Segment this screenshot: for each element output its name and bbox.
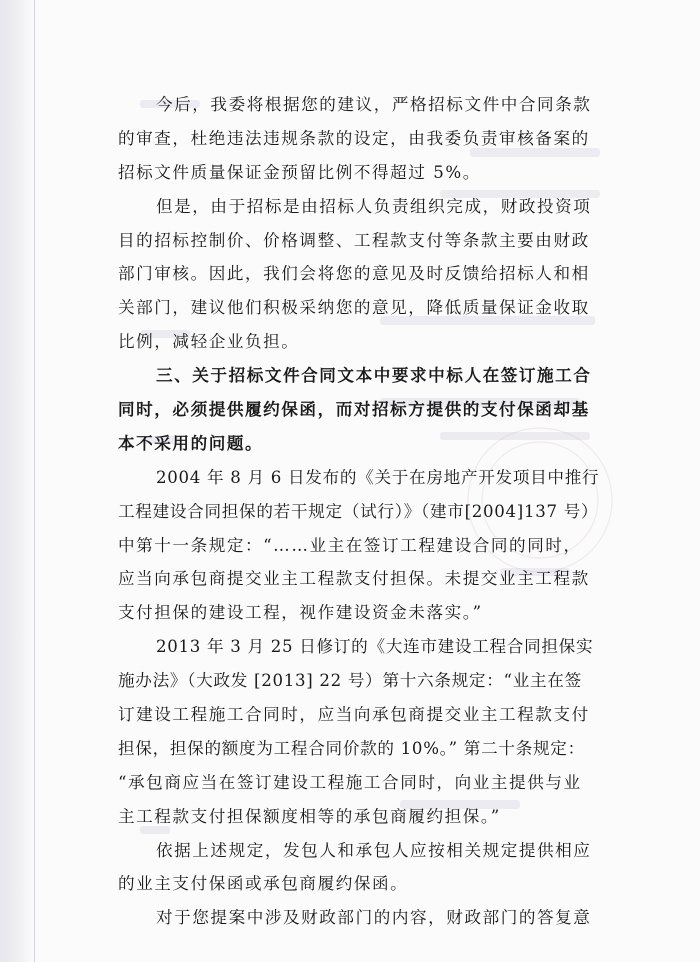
- text-line: 的审查，杜绝违法违规条款的设定，由我委负责审核备案的: [118, 128, 590, 148]
- text-line: 招标文件质量保证金预留比例不得超过 5%。: [118, 162, 481, 182]
- text-line: 订建设工程施工合同时，应当向承包商提交业主工程款支付: [118, 705, 590, 725]
- text-line: 比例，减轻企业负担。: [118, 332, 300, 352]
- text-line: 工程建设合同担保的若干规定（试行）》（建市[2004]137 号）: [118, 501, 599, 521]
- text-line: 担保，担保的额度为工程合同价款的 10%。” 第二十条规定：: [118, 738, 585, 758]
- body-text: [118, 88, 608, 935]
- section-heading-line: 本不采用的问题。: [118, 432, 264, 453]
- text-line: 施办法》（大政发 [2013] 22 号）第十六条规定：“业主在签: [118, 671, 582, 691]
- text-line: “承包商应当在签订建设工程施工合同时，向业主提供与业: [118, 772, 582, 792]
- text-line: 主工程款支付担保额度相等的承包商履约担保。”: [118, 806, 501, 826]
- scan-left-margin: [0, 0, 34, 962]
- text-line: 应当向承包商提交业主工程款支付担保。未提交业主工程款: [118, 569, 590, 589]
- text-line: 关部门，建议他们积极采纳您的意见，降低质量保证金收取: [118, 298, 590, 318]
- section-heading-line: 三、关于招标文件合同文本中要求中标人在签订施工合: [156, 365, 592, 386]
- text-line: 目的招标控制价、价格调整、工程款支付等条款主要由财政: [118, 230, 590, 250]
- text-line: 依据上述规定，发包人和承包人应按相关规定提供相应: [156, 840, 592, 860]
- text-line: 中第十一条规定：“……业主在签订工程建设合同的同时，: [118, 535, 582, 555]
- section-heading-line: 同时，必须提供履约保函，而对招标方提供的支付保函却基: [118, 399, 590, 420]
- text-line: 部门审核。因此，我们会将您的意见及时反馈给招标人和相: [118, 264, 590, 284]
- text-line: 支付担保的建设工程，视作建设资金未落实。”: [118, 603, 483, 623]
- text-line: 的业主支付保函或承包商履约保函。: [118, 874, 409, 894]
- text-line: 但是，由于招标是由招标人负责组织完成，财政投资项: [156, 196, 592, 216]
- scan-page-edge: [34, 0, 35, 962]
- text-line: 对于您提案中涉及财政部门的内容，财政部门的答复意: [156, 908, 592, 928]
- text-line: 2004 年 8 月 6 日发布的《关于在房地产开发项目中推行: [156, 467, 600, 487]
- text-line: 今后，我委将根据您的建议，严格招标文件中合同条款: [156, 95, 592, 114]
- text-line: 2013 年 3 月 25 日修订的《大连市建设工程合同担保实: [156, 637, 594, 657]
